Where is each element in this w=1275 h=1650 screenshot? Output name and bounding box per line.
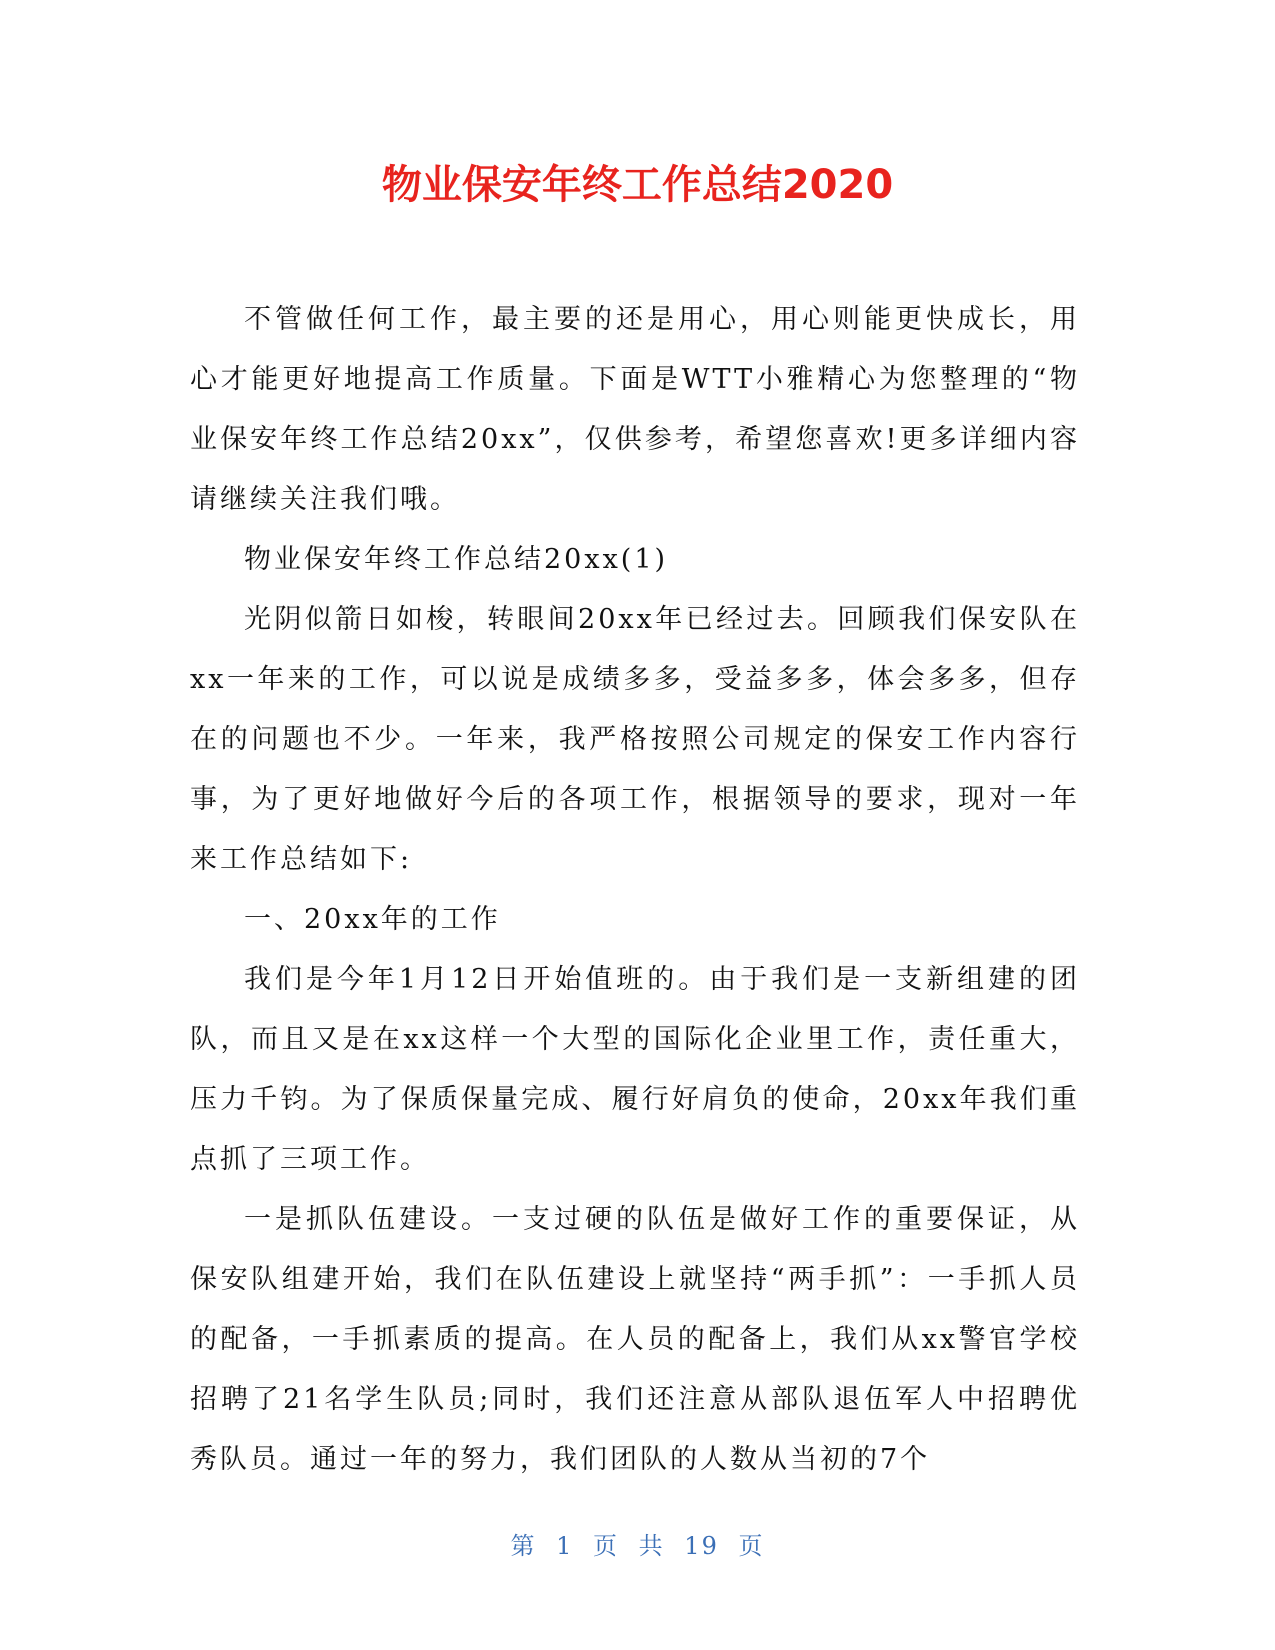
paragraph-team-building: 一是抓队伍建设。一支过硬的队伍是做好工作的重要保证，从保安队组建开始，我们在队伍建设上就坚持“两手抓”：一手抓人员的配备，一手抓素质的提高。在人员的配备上，我们从xx警官学校招聘了21名学生队员;同时，我们还注意从部队退伍军人中招聘优秀队员。通过一年的努力，我们团队的人数从当初的7个: [190, 1204, 1080, 1475]
paragraph-overview: 光阴似箭日如梭，转眼间20xx年已经过去。回顾我们保安队在xx一年来的工作，可以说是成绩多多，受益多多，体会多多，但存在的问题也不少。一年来，我严格按照公司规定的保安工作内容行事，为了更好地做好今后的各项工作，根据领导的要求，现对一年来工作总结如下:: [190, 604, 1080, 875]
document-body: [190, 290, 1080, 1490]
document-title: 物业保安年终工作总结2020: [381, 162, 894, 208]
paragraph-work-start: 我们是今年1月12日开始值班的。由于我们是一支新组建的团队，而且又是在xx这样一个大型的国际化企业里工作，责任重大，压力千钧。为了保质保量完成、履行好肩负的使命，20xx年我们重点抓了三项工作。: [190, 964, 1080, 1175]
paragraph-subtitle: 物业保安年终工作总结20xx(1): [244, 544, 669, 575]
paragraph-section-heading: 一、20xx年的工作: [244, 904, 501, 935]
page-number-footer: 第 1 页 共 19 页: [510, 1532, 765, 1560]
paragraph-intro: 不管做任何工作，最主要的还是用心，用心则能更快成长，用心才能更好地提高工作质量。下面是WTT小雅精心为您整理的“物业保安年终工作总结20xx”，仅供参考，希望您喜欢!更多详细内容请继续关注我们哦。: [190, 304, 1080, 515]
